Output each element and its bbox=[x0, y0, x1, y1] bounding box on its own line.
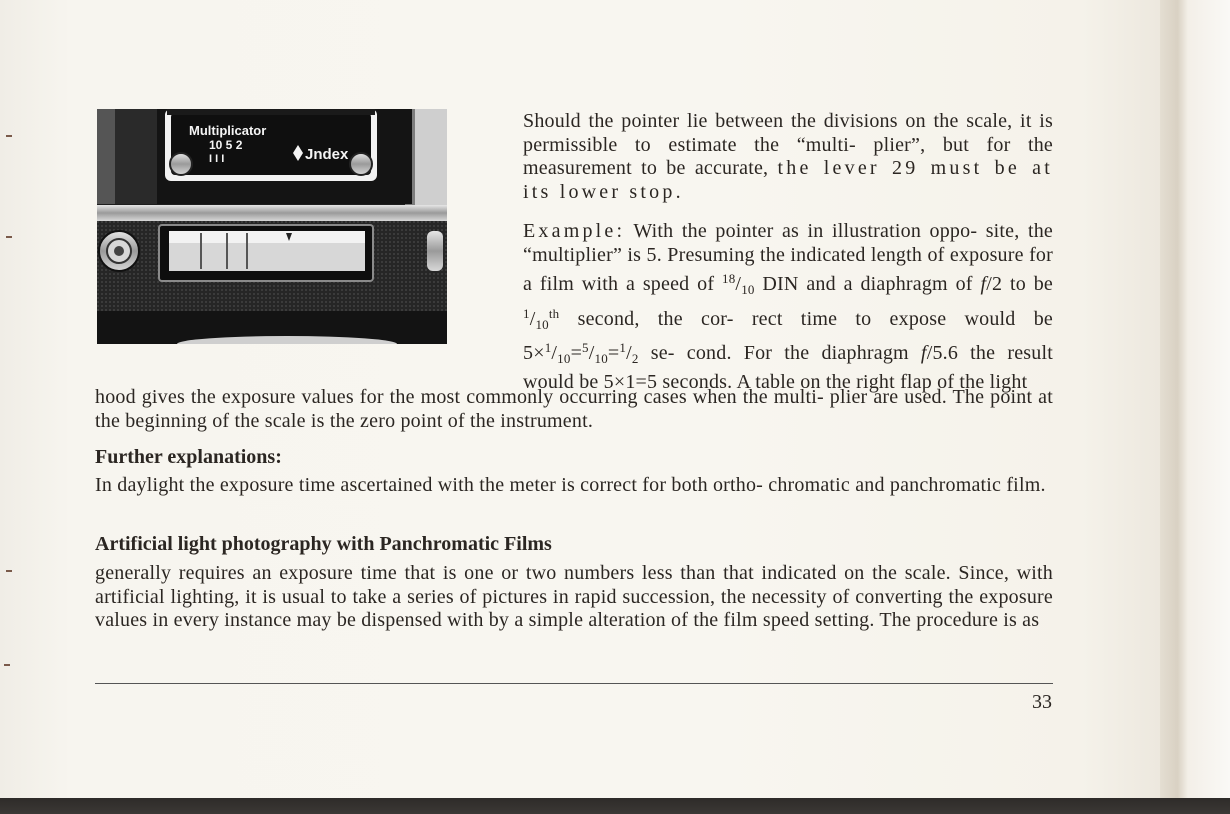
paragraph-text: se- cond. For the diaphragm bbox=[638, 342, 921, 364]
paragraph-text: Should the pointer lie between the divisions on the scale, it is permissible to estimate the “multi- plier”, but for the measurement to be accurate, bbox=[523, 110, 1053, 179]
footer-rule bbox=[95, 683, 1053, 684]
heading-artificial-light: Artificial light photography with Panchromatic Films bbox=[95, 533, 552, 555]
heading-further-explanations: Further explanations: bbox=[95, 446, 282, 468]
din-denominator: 10 bbox=[741, 282, 755, 297]
example-label: Example: bbox=[523, 220, 626, 242]
margin-mark bbox=[6, 135, 12, 137]
photo-label-3: I I I bbox=[209, 153, 225, 165]
paragraph-text: /5.6 the result would be 5×1=5 seconds. A table on the right flap of the light bbox=[523, 342, 1053, 393]
page-edge-shadow bbox=[1160, 0, 1230, 814]
exposure-meter-photo bbox=[97, 109, 447, 344]
fraction-denominator: 10 bbox=[594, 351, 608, 366]
page-number: 33 bbox=[1032, 691, 1052, 713]
daylight-paragraph: In daylight the exposure time ascertained with the meter is correct for both ortho- chromatic and panchromatic film. bbox=[95, 474, 1046, 496]
fraction-numerator: 5 bbox=[582, 340, 589, 355]
paragraph-text: With the pointer as in illustration oppo- site, the “multiplier” is 5. Presuming the indicated length of exposure for a film with a speed of bbox=[523, 220, 1053, 295]
paragraph-text: /2 to be bbox=[986, 273, 1053, 295]
equals-sign: = bbox=[607, 342, 620, 364]
f-symbol: f bbox=[980, 273, 987, 295]
margin-mark bbox=[6, 236, 12, 238]
fraction-numerator: 1 bbox=[544, 340, 552, 355]
margin-mark bbox=[4, 664, 10, 666]
photo-label-1: Multiplicator bbox=[189, 123, 267, 138]
fraction-numerator: 1 bbox=[619, 340, 627, 355]
right-column-paragraph-2: Example: With the pointer as in illustration oppo- site, the “multiplier” is 5. Presuming the indicated length of exposure for a film with a speed of $^{18}/_{10}$ DIN and a diaphragm of f/2 to be $^1/_{10}^{th}$ second, the cor- rect time to expose would be $5\times^1/_{10}=^5/_{10}=^1/_2$ se- cond. For the diaphragm f/5.6 the result would be 5×1=5 seconds. A table on the right flap of the light bbox=[523, 220, 1053, 393]
paragraph-text-spaced: the lever 29 must be at its lower stop. bbox=[523, 157, 1053, 203]
book-bottom-edge bbox=[0, 798, 1230, 814]
right-column-paragraph-1 bbox=[523, 110, 1053, 204]
photo-label-2: 10 5 2 bbox=[209, 138, 243, 152]
equals-sign: = bbox=[570, 342, 583, 364]
margin-mark bbox=[6, 570, 12, 572]
artificial-light-paragraph: generally requires an exposure time that is one or two numbers less than that indicated on the scale. Since, with artificial lighting, it is usual to take a series of pictures in rapid succession, the necessity of converting the exposure values in every instance may be dispensed with by a simple alteration of the film speed setting. The procedure is as bbox=[95, 562, 1053, 631]
f-symbol: f bbox=[920, 342, 927, 364]
ordinal-suffix: th bbox=[548, 305, 560, 321]
fraction-numerator: 1 bbox=[523, 305, 530, 321]
fraction-denominator: 10 bbox=[535, 316, 549, 332]
full-width-paragraph-1: hood gives the exposure values for the most commonly occurring cases when the multi- plier are used. The point at the beginning of the scale is the zero point of the instrument. bbox=[95, 386, 1053, 432]
paragraph-text: DIN and a diaphragm of bbox=[754, 273, 981, 295]
paragraph-text: second, the cor- rect time to expose would be 5× bbox=[523, 307, 1053, 364]
photo-label-4: Jndex bbox=[305, 146, 349, 163]
fraction-denominator: 2 bbox=[631, 351, 639, 366]
din-numerator: 18 bbox=[722, 271, 736, 286]
exposure-meter-illustration bbox=[97, 109, 447, 344]
fraction-denominator: 10 bbox=[557, 351, 571, 366]
